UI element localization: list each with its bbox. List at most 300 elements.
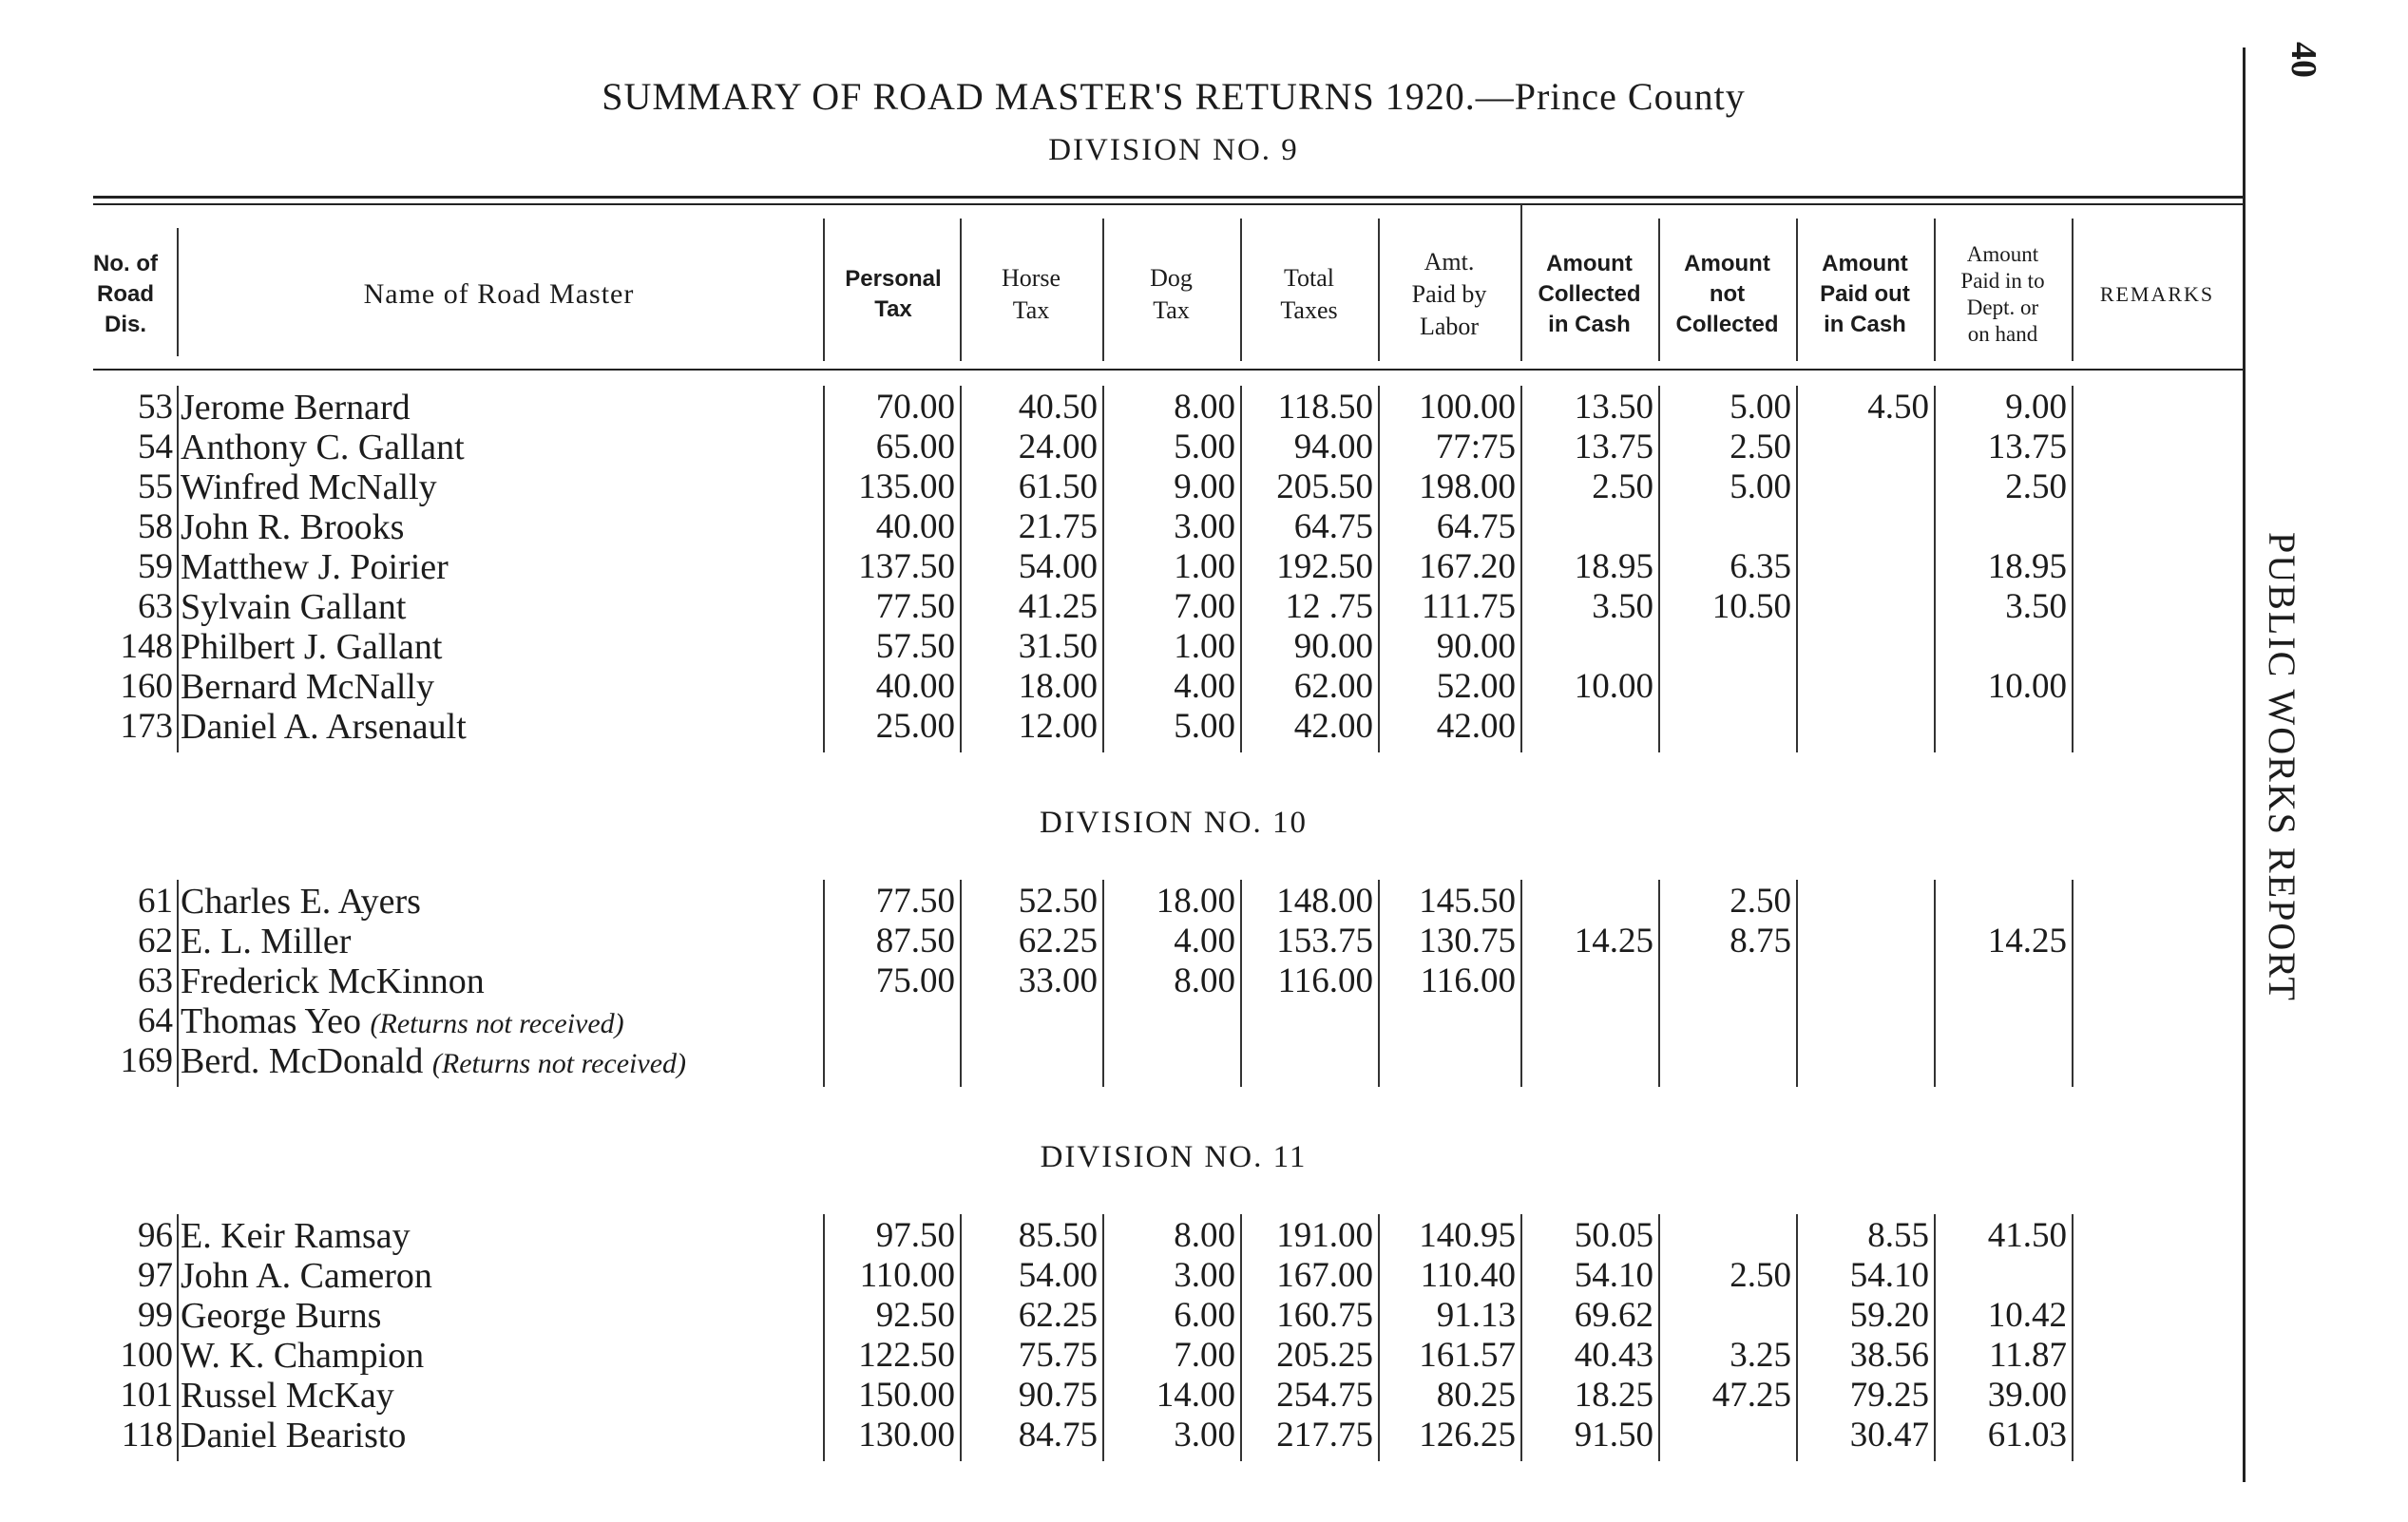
cell-dog: 4.00 (1174, 667, 1235, 706)
table-row (0, 961, 2347, 1001)
road-master-name (181, 1216, 846, 1256)
road-master-name-text: W. K. Champion (181, 1336, 425, 1376)
road-district-number: 63 (138, 587, 173, 626)
column-separator (2072, 386, 2074, 752)
table-row (0, 1296, 2347, 1336)
cell-paid-in (1934, 627, 2067, 667)
cell-not-collected (1658, 707, 1791, 747)
road-district-number: 173 (120, 707, 173, 746)
cell-collected (1520, 882, 1653, 922)
header-dog-tax: Dog Tax (1150, 264, 1193, 324)
cell-total: 205.25 (1276, 1336, 1373, 1375)
cell-paid-out: 79.25 (1849, 1376, 1929, 1415)
cell-not-collected: 10.50 (1711, 587, 1791, 626)
column-separator (177, 386, 179, 752)
cell-paid-in (1934, 707, 2067, 747)
cell-personal: 70.00 (875, 388, 955, 427)
cell-paid-out (1796, 1001, 1929, 1041)
cell-paid-in (1934, 882, 2067, 922)
table-row (0, 388, 2347, 428)
column-separator (823, 880, 825, 1087)
page-title: SUMMARY OF ROAD MASTER'S RETURNS 1920.—Prince County (602, 75, 1746, 118)
column-separator (823, 1214, 825, 1461)
road-master-name (181, 922, 846, 961)
cell-personal: 92.50 (875, 1296, 955, 1335)
road-master-name (181, 1416, 846, 1455)
cell-dog: 1.00 (1174, 547, 1235, 586)
cell-labor: 91.13 (1436, 1296, 1516, 1335)
road-master-name (181, 707, 846, 747)
cell-dog: 3.00 (1174, 507, 1235, 546)
column-separator (1934, 1214, 1936, 1461)
cell-collected: 2.50 (1592, 467, 1653, 506)
column-separator (1378, 1214, 1380, 1461)
column-separator (1658, 386, 1660, 752)
division-11-heading: DIVISION NO. 11 (1040, 1140, 1308, 1174)
road-district-number: 63 (138, 961, 173, 1000)
cell-labor: 126.25 (1419, 1416, 1516, 1455)
cell-horse: 54.00 (1018, 547, 1098, 586)
cell-not-collected (1658, 1001, 1791, 1041)
table-row (0, 667, 2347, 707)
cell-dog: 6.00 (1174, 1296, 1235, 1335)
cell-dog: 3.00 (1174, 1416, 1235, 1455)
cell-collected (1520, 961, 1653, 1001)
cell-paid-in (1934, 1256, 2067, 1296)
cell-total: 205.50 (1276, 467, 1373, 506)
column-separator (1240, 386, 1242, 752)
returns-note: (Returns not received) (431, 1048, 687, 1079)
cell-horse: 40.50 (1018, 388, 1098, 427)
road-master-name-text: Anthony C. Gallant (181, 428, 465, 467)
cell-total: 64.75 (1293, 507, 1373, 546)
road-master-name (181, 587, 846, 627)
column-separator (1102, 880, 1104, 1087)
cell-collected (1520, 707, 1653, 747)
cell-labor: 100.00 (1419, 388, 1516, 427)
column-separator (1796, 1214, 1798, 1461)
cell-collected: 18.95 (1574, 547, 1653, 586)
cell-not-collected: 5.00 (1730, 388, 1791, 427)
cell-personal (827, 1041, 955, 1081)
cell-personal: 40.00 (875, 667, 955, 706)
cell-total: 160.75 (1276, 1296, 1373, 1335)
cell-labor: 145.50 (1419, 882, 1516, 921)
cell-total: 153.75 (1276, 922, 1373, 961)
column-separator (2072, 1214, 2074, 1461)
cell-personal: 77.50 (875, 587, 955, 626)
cell-labor: 161.57 (1419, 1336, 1516, 1375)
cell-dog: 18.00 (1156, 882, 1235, 921)
header-top-rule (93, 196, 2243, 199)
road-district-number: 99 (138, 1296, 173, 1335)
cell-dog: 3.00 (1174, 1256, 1235, 1295)
cell-paid-in: 2.50 (2005, 467, 2067, 506)
cell-dog: 7.00 (1174, 1336, 1235, 1375)
road-master-name-text: Daniel A. Arsenault (181, 707, 467, 747)
road-master-name-text: Winfred McNally (181, 467, 437, 507)
cell-paid-in: 39.00 (1987, 1376, 2067, 1415)
column-separator (1796, 386, 1798, 752)
cell-horse: 62.25 (1018, 1296, 1098, 1335)
cell-total: 217.75 (1276, 1416, 1373, 1455)
cell-total (1240, 1001, 1373, 1041)
cell-paid-out (1796, 507, 1929, 547)
column-separator (1658, 880, 1660, 1087)
cell-paid-in (1934, 507, 2067, 547)
road-district-number: 55 (138, 467, 173, 506)
column-separator (1520, 1214, 1522, 1461)
cell-paid-in: 10.42 (1987, 1296, 2067, 1335)
cell-labor: 77:75 (1435, 428, 1516, 466)
table-row (0, 428, 2347, 467)
column-separator (2072, 880, 2074, 1087)
table-row (0, 1336, 2347, 1376)
road-master-name-text: Bernard McNally (181, 667, 434, 707)
cell-dog: 8.00 (1174, 1216, 1235, 1255)
road-district-number: 61 (138, 882, 173, 921)
cell-dog (1102, 1001, 1235, 1041)
road-master-name (181, 1256, 846, 1296)
cell-dog: 8.00 (1174, 961, 1235, 1000)
table-row (0, 547, 2347, 587)
column-separator (177, 1214, 179, 1461)
cell-dog: 7.00 (1174, 587, 1235, 626)
cell-paid-out: 8.55 (1867, 1216, 1929, 1255)
cell-dog: 9.00 (1174, 467, 1235, 506)
cell-not-collected: 6.35 (1730, 547, 1791, 586)
road-master-name (181, 388, 846, 428)
table-row (0, 1001, 2347, 1041)
road-district-number: 64 (138, 1001, 173, 1040)
cell-paid-out (1796, 627, 1929, 667)
cell-labor: 140.95 (1419, 1216, 1516, 1255)
road-master-name (181, 1041, 846, 1081)
column-separator (1520, 386, 1522, 752)
table-row (0, 1216, 2347, 1256)
table-row (0, 1256, 2347, 1296)
cell-personal: 135.00 (858, 467, 955, 506)
cell-personal: 122.50 (858, 1336, 955, 1375)
cell-labor: 130.75 (1419, 922, 1516, 961)
cell-paid-out (1796, 587, 1929, 627)
cell-personal: 65.00 (875, 428, 955, 466)
header-remarks: REMARKS (2099, 282, 2215, 306)
cell-not-collected (1658, 1296, 1791, 1336)
cell-horse: 33.00 (1018, 961, 1098, 1000)
cell-paid-out: 59.20 (1849, 1296, 1929, 1335)
road-district-number: 160 (120, 667, 173, 706)
cell-labor: 90.00 (1436, 627, 1516, 666)
cell-not-collected (1658, 1416, 1791, 1455)
cell-collected: 54.10 (1574, 1256, 1653, 1295)
road-master-name-text: Berd. McDonald (181, 1041, 424, 1081)
cell-labor (1378, 1041, 1516, 1081)
column-separator (823, 386, 825, 752)
road-master-name-text: George Burns (181, 1296, 382, 1336)
header-paid-out-cash: Amount Paid out in Cash (1820, 251, 1910, 337)
road-master-name (181, 1376, 846, 1416)
cell-labor: 116.00 (1420, 961, 1516, 1000)
cell-paid-in: 14.25 (1987, 922, 2067, 961)
cell-personal: 150.00 (858, 1376, 955, 1415)
cell-personal: 75.00 (875, 961, 955, 1000)
cell-not-collected: 5.00 (1730, 467, 1791, 506)
column-separator (1658, 1214, 1660, 1461)
header-road-dis: No. of Road Dis. (93, 251, 158, 337)
page-edge-rule (2243, 48, 2246, 1482)
cell-dog (1102, 1041, 1235, 1081)
cell-paid-in: 11.87 (1989, 1336, 2067, 1375)
header-paid-in-dept: Amount Paid in to Dept. or on hand (1960, 242, 2045, 346)
road-master-name (181, 467, 846, 507)
column-separator (1102, 1214, 1104, 1461)
cell-paid-out (1796, 667, 1929, 707)
cell-paid-out (1796, 547, 1929, 587)
road-master-name (181, 627, 846, 667)
road-master-name (181, 1336, 846, 1376)
table-row (0, 922, 2347, 961)
road-master-name-text: Frederick McKinnon (181, 961, 485, 1001)
cell-personal: 57.50 (875, 627, 955, 666)
table-row (0, 1041, 2347, 1081)
side-running-title: PUBLIC WORKS REPORT (2261, 532, 2303, 1002)
table-row (0, 882, 2347, 922)
road-district-number: 58 (138, 507, 173, 546)
cell-horse (960, 1041, 1098, 1081)
cell-horse: 84.75 (1018, 1416, 1098, 1455)
cell-dog: 1.00 (1174, 627, 1235, 666)
road-master-name-text: Matthew J. Poirier (181, 547, 449, 587)
cell-horse: 85.50 (1018, 1216, 1098, 1255)
cell-collected (1520, 1001, 1653, 1041)
cell-not-collected: 2.50 (1730, 428, 1791, 466)
road-district-number: 59 (138, 547, 173, 586)
page-number: 40 (2284, 42, 2323, 78)
table-row (0, 627, 2347, 667)
column-separator (1934, 880, 1936, 1087)
cell-collected: 91.50 (1574, 1416, 1653, 1455)
column-separator (1934, 386, 1936, 752)
cell-personal: 40.00 (875, 507, 955, 546)
cell-not-collected: 2.50 (1730, 1256, 1791, 1295)
cell-total: 42.00 (1293, 707, 1373, 746)
cell-paid-in: 18.95 (1987, 547, 2067, 586)
division-10-heading: DIVISION NO. 10 (1039, 806, 1309, 840)
cell-paid-in (1934, 961, 2067, 1001)
cell-not-collected (1658, 961, 1791, 1001)
road-district-number: 54 (138, 428, 173, 466)
cell-collected: 14.25 (1574, 922, 1653, 961)
road-master-name (181, 1001, 846, 1041)
header-collected-cash: Amount Collected in Cash (1538, 251, 1641, 337)
cell-labor (1378, 1001, 1516, 1041)
column-separator (1378, 386, 1380, 752)
cell-total: 94.00 (1293, 428, 1373, 466)
cell-not-collected: 3.25 (1730, 1336, 1791, 1375)
header-name: Name of Road Master (363, 278, 635, 310)
cell-personal: 25.00 (875, 707, 955, 746)
cell-horse: 31.50 (1018, 627, 1098, 666)
cell-collected: 40.43 (1574, 1336, 1653, 1375)
cell-horse: 24.00 (1018, 428, 1098, 466)
cell-dog: 14.00 (1156, 1376, 1235, 1415)
cell-total: 12 .75 (1285, 587, 1373, 626)
cell-labor: 167.20 (1419, 547, 1516, 586)
column-separator (1796, 880, 1798, 1087)
column-separator (1520, 880, 1522, 1087)
road-district-number: 101 (120, 1376, 173, 1415)
header-paid-by-labor: Amt. Paid by Labor (1411, 248, 1487, 340)
cell-collected: 69.62 (1574, 1296, 1653, 1335)
cell-paid-out: 4.50 (1867, 388, 1929, 427)
header-top-rule-2 (93, 203, 2243, 205)
cell-personal: 87.50 (875, 922, 955, 961)
cell-paid-in: 10.00 (1987, 667, 2067, 706)
cell-dog: 5.00 (1174, 707, 1235, 746)
table-row (0, 587, 2347, 627)
road-master-name (181, 961, 846, 1001)
road-master-name-text: John R. Brooks (181, 507, 405, 547)
cell-personal: 110.00 (859, 1256, 955, 1295)
table-row (0, 1416, 2347, 1455)
cell-collected (1520, 627, 1653, 667)
cell-not-collected: 47.25 (1711, 1376, 1791, 1415)
header-total-taxes: Total Taxes (1280, 264, 1338, 324)
cell-paid-out (1796, 1041, 1929, 1081)
division-9-heading: DIVISION NO. 9 (1048, 133, 1299, 167)
cell-dog: 5.00 (1174, 428, 1235, 466)
cell-labor: 52.00 (1436, 667, 1516, 706)
cell-labor: 42.00 (1436, 707, 1516, 746)
cell-horse: 21.75 (1018, 507, 1098, 546)
road-district-number: 97 (138, 1256, 173, 1295)
cell-paid-out: 30.47 (1849, 1416, 1929, 1455)
cell-paid-in: 41.50 (1987, 1216, 2067, 1255)
cell-horse: 62.25 (1018, 922, 1098, 961)
cell-paid-out (1796, 467, 1929, 507)
cell-paid-out: 54.10 (1849, 1256, 1929, 1295)
cell-horse: 52.50 (1018, 882, 1098, 921)
cell-labor: 110.40 (1420, 1256, 1516, 1295)
cell-horse (960, 1001, 1098, 1041)
cell-not-collected: 8.75 (1730, 922, 1791, 961)
header-horse-tax: Horse Tax (1001, 264, 1061, 324)
cell-personal: 77.50 (875, 882, 955, 921)
road-master-name-text: Charles E. Ayers (181, 882, 421, 922)
cell-paid-out: 38.56 (1849, 1336, 1929, 1375)
cell-horse: 12.00 (1018, 707, 1098, 746)
cell-labor: 111.75 (1421, 587, 1516, 626)
table-row (0, 467, 2347, 507)
road-master-name (181, 882, 846, 922)
cell-dog: 8.00 (1174, 388, 1235, 427)
cell-horse: 90.75 (1018, 1376, 1098, 1415)
cell-paid-in: 9.00 (2005, 388, 2067, 427)
cell-not-collected: 2.50 (1730, 882, 1791, 921)
cell-labor: 198.00 (1419, 467, 1516, 506)
column-separator (960, 386, 962, 752)
cell-total: 62.00 (1293, 667, 1373, 706)
road-master-name-text: Thomas Yeo (181, 1001, 362, 1041)
cell-total (1240, 1041, 1373, 1081)
cell-not-collected (1658, 1041, 1791, 1081)
column-separator (960, 1214, 962, 1461)
cell-horse: 18.00 (1018, 667, 1098, 706)
cell-paid-out (1796, 707, 1929, 747)
cell-paid-in (1934, 1001, 2067, 1041)
road-master-name (181, 507, 846, 547)
road-master-name (181, 667, 846, 707)
cell-total: 191.00 (1276, 1216, 1373, 1255)
cell-collected: 13.75 (1574, 428, 1653, 466)
cell-dog: 4.00 (1174, 922, 1235, 961)
cell-paid-out (1796, 428, 1929, 467)
cell-paid-in: 3.50 (2005, 587, 2067, 626)
cell-collected: 50.05 (1574, 1216, 1653, 1255)
cell-paid-in: 61.03 (1987, 1416, 2067, 1455)
road-master-name-text: Russel McKay (181, 1376, 394, 1416)
header-not-collected: Amount not Collected (1675, 251, 1779, 337)
cell-total: 167.00 (1276, 1256, 1373, 1295)
road-district-number: 118 (121, 1416, 173, 1455)
cell-paid-out (1796, 961, 1929, 1001)
header-personal-tax: Personal Tax (845, 266, 942, 322)
cell-not-collected (1658, 667, 1791, 707)
cell-not-collected (1658, 627, 1791, 667)
road-master-name-text: Philbert J. Gallant (181, 627, 443, 667)
cell-collected (1520, 507, 1653, 547)
cell-collected: 10.00 (1574, 667, 1653, 706)
road-master-name-text: E. L. Miller (181, 922, 352, 961)
cell-horse: 41.25 (1018, 587, 1098, 626)
road-master-name (181, 428, 846, 467)
road-master-name-text: John A. Cameron (181, 1256, 432, 1296)
column-separator (1378, 880, 1380, 1087)
cell-personal: 137.50 (858, 547, 955, 586)
cell-personal: 130.00 (858, 1416, 955, 1455)
column-separator (1102, 386, 1104, 752)
table-row (0, 507, 2347, 547)
cell-horse: 54.00 (1018, 1256, 1098, 1295)
cell-personal (827, 1001, 955, 1041)
cell-labor: 80.25 (1436, 1376, 1516, 1415)
cell-paid-in (1934, 1041, 2067, 1081)
column-separator (1240, 880, 1242, 1087)
cell-total: 90.00 (1293, 627, 1373, 666)
cell-total: 192.50 (1276, 547, 1373, 586)
column-separator (177, 880, 179, 1087)
cell-collected (1520, 1041, 1653, 1081)
road-master-name (181, 547, 846, 587)
cell-not-collected (1658, 1216, 1791, 1256)
road-master-name-text: E. Keir Ramsay (181, 1216, 411, 1256)
cell-horse: 61.50 (1018, 467, 1098, 506)
cell-collected: 3.50 (1592, 587, 1653, 626)
road-master-name-text: Jerome Bernard (181, 388, 411, 428)
cell-paid-in: 13.75 (1987, 428, 2067, 466)
cell-total: 148.00 (1276, 882, 1373, 921)
cell-not-collected (1658, 507, 1791, 547)
column-separator (960, 880, 962, 1087)
road-district-number: 169 (120, 1041, 173, 1080)
cell-collected: 18.25 (1574, 1376, 1653, 1415)
road-district-number: 100 (120, 1336, 173, 1375)
road-district-number: 96 (138, 1216, 173, 1255)
cell-paid-out (1796, 922, 1929, 961)
cell-total: 116.00 (1277, 961, 1373, 1000)
cell-total: 118.50 (1277, 388, 1373, 427)
